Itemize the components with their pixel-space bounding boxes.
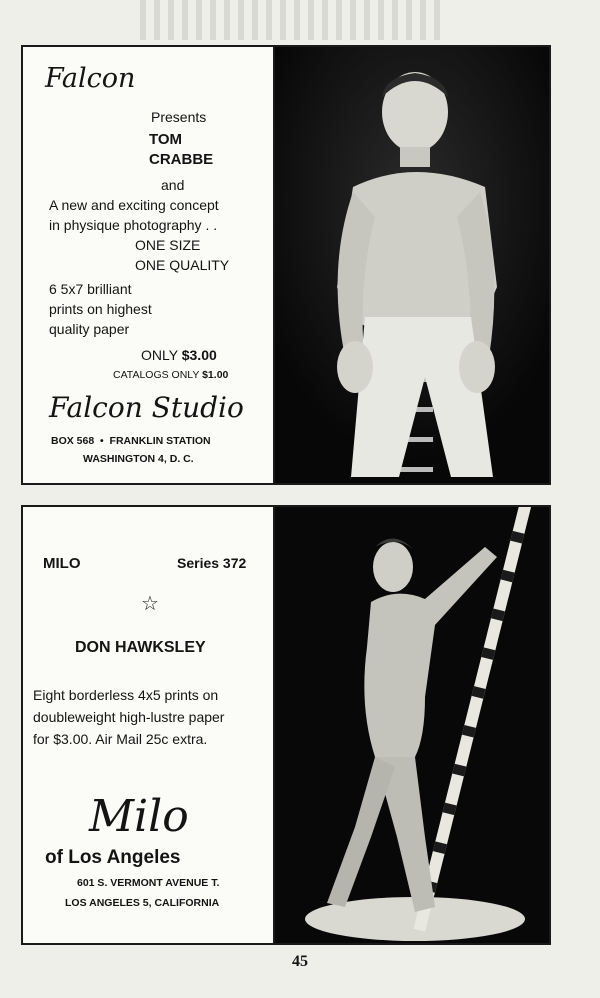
- model-first-name: TOM: [149, 131, 183, 148]
- series-label: Series 372: [177, 555, 247, 571]
- page-number: 45: [292, 953, 308, 970]
- star-icon: ☆: [141, 593, 159, 615]
- falcon-text-panel: [23, 47, 275, 483]
- man-portrait-icon: [275, 47, 549, 483]
- posing-figure-icon: [275, 507, 549, 943]
- milo-text-panel: [23, 507, 275, 943]
- milo-desc-line1: Eight borderless 4x5 prints on: [33, 687, 219, 703]
- one-size-label: ONE SIZE: [135, 237, 201, 253]
- milo-desc-line3: for $3.00. Air Mail 25c extra.: [33, 731, 208, 747]
- address-line2: WASHINGTON 4, D. C.: [83, 453, 194, 465]
- milo-brand-label: MILO: [43, 555, 81, 572]
- falcon-ad: [21, 45, 551, 485]
- falcon-logo: Falcon: [45, 63, 136, 94]
- tagline-line2: in physique photography . .: [49, 217, 218, 233]
- desc-line2: prints on highest: [49, 301, 152, 317]
- presents-label: Presents: [151, 109, 207, 125]
- address-line1: BOX 568 • FRANKLIN STATION: [51, 435, 211, 447]
- milo-address-line2: LOS ANGELES 5, CALIFORNIA: [65, 897, 220, 909]
- tagline-line1: A new and exciting concept: [49, 197, 219, 213]
- milo-ad: [21, 505, 551, 945]
- catalogs-prefix: CATALOGS ONLY: [113, 369, 200, 381]
- price-line: [141, 347, 217, 363]
- los-angeles-label: of Los Angeles: [45, 847, 181, 868]
- milo-logo: Milo: [89, 791, 189, 842]
- falcon-photo: [275, 47, 549, 483]
- falcon-studio-logo: Falcon Studio: [49, 391, 244, 424]
- price-prefix: ONLY: [141, 347, 178, 363]
- milo-photo: [275, 507, 549, 943]
- and-label: and: [161, 177, 185, 193]
- model-last-name: CRABBE: [149, 151, 214, 168]
- bleed-through-text: [140, 0, 440, 40]
- desc-line1: 6 5x7 brilliant: [49, 281, 132, 297]
- price-value: $3.00: [181, 347, 217, 363]
- catalogs-price: $1.00: [202, 369, 229, 381]
- model-name: DON HAWKSLEY: [75, 639, 206, 656]
- milo-address-line1: 601 S. VERMONT AVENUE T.: [77, 877, 220, 889]
- one-quality-label: ONE QUALITY: [135, 257, 230, 273]
- milo-desc-line2: doubleweight high-lustre paper: [33, 709, 225, 725]
- catalogs-line: [113, 369, 228, 381]
- desc-line3: quality paper: [49, 321, 130, 337]
